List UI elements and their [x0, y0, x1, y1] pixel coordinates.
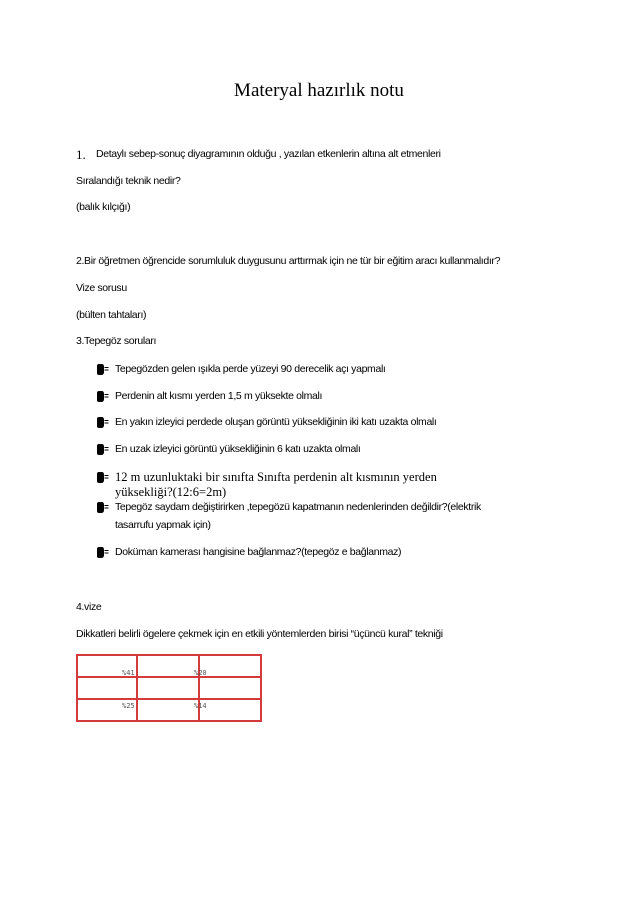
grid-line-vertical — [136, 656, 138, 720]
q4-heading: 4.vize — [76, 601, 102, 613]
q2-answer: (bülten tahtaları) — [76, 309, 147, 321]
document-title: Materyal hazırlık notu — [234, 80, 404, 101]
grid-line-horizontal — [78, 698, 260, 700]
rule-of-thirds-figure — [76, 654, 262, 722]
list-item-text-continued: tasarrufu yapmak için) — [115, 519, 211, 531]
q1-answer: (balık kılçığı) — [76, 201, 131, 213]
grid-cell-label: %20 — [194, 669, 207, 677]
grid-cell-label: %41 — [122, 669, 135, 677]
pointer-bullet-icon — [96, 391, 110, 402]
pointer-bullet-icon — [96, 547, 110, 558]
list-item-text-continued: yüksekliği?(12:6=2m) — [115, 485, 227, 499]
grid-line-vertical — [198, 656, 200, 720]
q4-question: Dikkatleri belirli ögelere çekmek için en etkili yöntemlerden birisi “üçüncü kural” tekniği — [76, 628, 443, 640]
q3-heading: 3.Tepegöz soruları — [76, 335, 157, 347]
q1-number: 1. — [76, 147, 86, 162]
q2-question: 2.Bir öğretmen öğrencide sorumluluk duygusunu arttırmak için ne tür bir eğitim aracı kullanmalıdır? — [76, 255, 501, 267]
pointer-bullet-icon — [96, 444, 110, 455]
list-item-text: Doküman kamerası hangisine bağlanmaz?(tepegöz e bağlanmaz) — [115, 546, 402, 558]
list-item-text: Perdenin alt kısmı yerden 1,5 m yüksekte olmalı — [115, 390, 323, 402]
list-item-text: En uzak izleyici görüntü yüksekliğinin 6 katı uzakta olmalı — [115, 443, 361, 455]
grid-cell-label: %25 — [122, 702, 135, 710]
q2-label: Vize sorusu — [76, 282, 127, 294]
q1-question-line1: Detaylı sebep-sonuç diyagramının olduğu , yazılan etkenlerin altına alt etmenleri — [96, 148, 441, 160]
list-item-text: 12 m uzunluktaki bir sınıfta Sınıfta perdenin alt kısmının yerden — [115, 470, 437, 484]
pointer-bullet-icon — [96, 364, 110, 375]
list-item-text: En yakın izleyici perdede oluşan görüntü yüksekliğinin iki katı uzakta olmalı — [115, 416, 437, 428]
pointer-bullet-icon — [96, 502, 110, 513]
q1-question-line2: Sıralandığı teknik nedir? — [76, 175, 181, 187]
pointer-bullet-icon — [96, 417, 110, 428]
grid-line-horizontal — [78, 676, 260, 678]
list-item-text: Tepegözden gelen ışıkla perde yüzeyi 90 derecelik açı yapmalı — [115, 363, 386, 375]
list-item-text: Tepegöz saydam değiştirirken ,tepegözü kapatmanın nedenlerinden değildir?(elektrik — [115, 501, 481, 513]
grid-cell-label: %14 — [194, 702, 207, 710]
pointer-bullet-icon — [96, 472, 110, 483]
